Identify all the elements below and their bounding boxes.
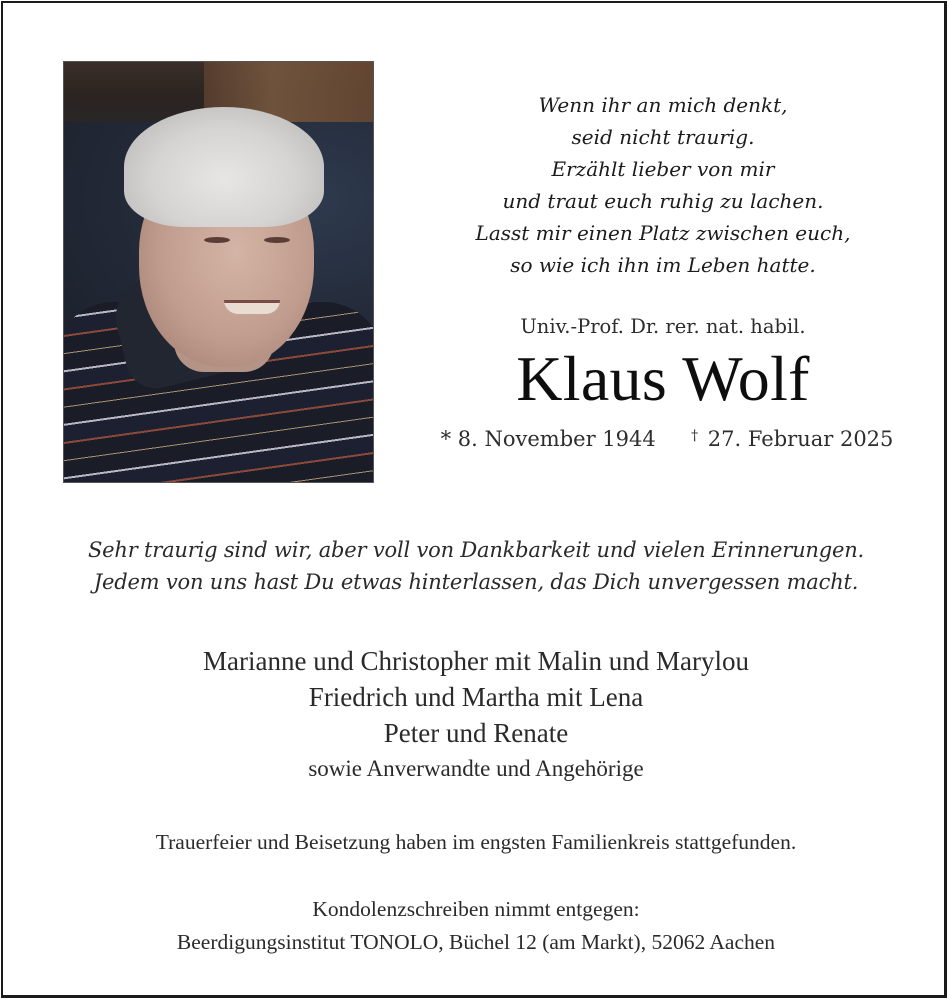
- condolence-label: Kondolenzschreiben nimmt entgegen:: [312, 897, 640, 921]
- deceased-name: Klaus Wolf: [516, 343, 810, 414]
- photo-eye-left: [204, 237, 230, 243]
- poem-line: und traut euch ruhig zu lachen.: [502, 189, 824, 213]
- mourners-list: [3, 643, 949, 787]
- mourner-line: Peter und Renate: [383, 718, 569, 748]
- mourner-line: Marianne und Christopher mit Malin und Marylou: [203, 646, 749, 676]
- death-notice: [1, 1, 947, 998]
- header-column: [423, 89, 903, 453]
- poem-line: so wie ich ihn im Leben hatte.: [510, 253, 816, 277]
- photo-eye-right: [264, 237, 290, 243]
- academic-title: Univ.-Prof. Dr. rer. nat. habil.: [520, 315, 806, 338]
- sentiment-line: Sehr traurig sind wir, aber voll von Dankbarkeit und vielen Erinnerungen.: [87, 538, 865, 562]
- mourner-line: Friedrich und Martha mit Lena: [308, 682, 644, 712]
- sentiment-text: [3, 534, 949, 598]
- funeral-home-address: Beerdigungsinstitut TONOLO, Büchel 12 (am Markt), 52062 Aachen: [176, 930, 776, 954]
- ceremony-info: Trauerfeier und Beisetzung haben im engsten Familienkreis stattgefunden.: [155, 830, 797, 854]
- portrait-photo: [63, 61, 374, 483]
- birth-date: 8. November 1944: [457, 427, 656, 451]
- poem-line: Lasst mir einen Platz zwischen euch,: [475, 221, 851, 245]
- photo-smile: [224, 300, 280, 314]
- sentiment-line: Jedem von uns hast Du etwas hinterlassen, das Dich unvergessen macht.: [93, 570, 859, 594]
- birth-symbol-icon: *: [440, 427, 452, 451]
- condolence-info: [3, 893, 949, 959]
- photo-hair: [124, 107, 324, 227]
- death-date: 27. Februar 2025: [707, 427, 894, 451]
- relatives-line: sowie Anverwandte und Angehörige: [308, 756, 644, 781]
- poem-line: Wenn ihr an mich denkt,: [538, 93, 788, 117]
- poem-line: seid nicht traurig.: [571, 125, 755, 149]
- cross-icon: †: [691, 428, 699, 444]
- poem-line: Erzählt lieber von mir: [551, 157, 775, 181]
- life-dates: [431, 422, 903, 453]
- memorial-poem: [423, 89, 903, 281]
